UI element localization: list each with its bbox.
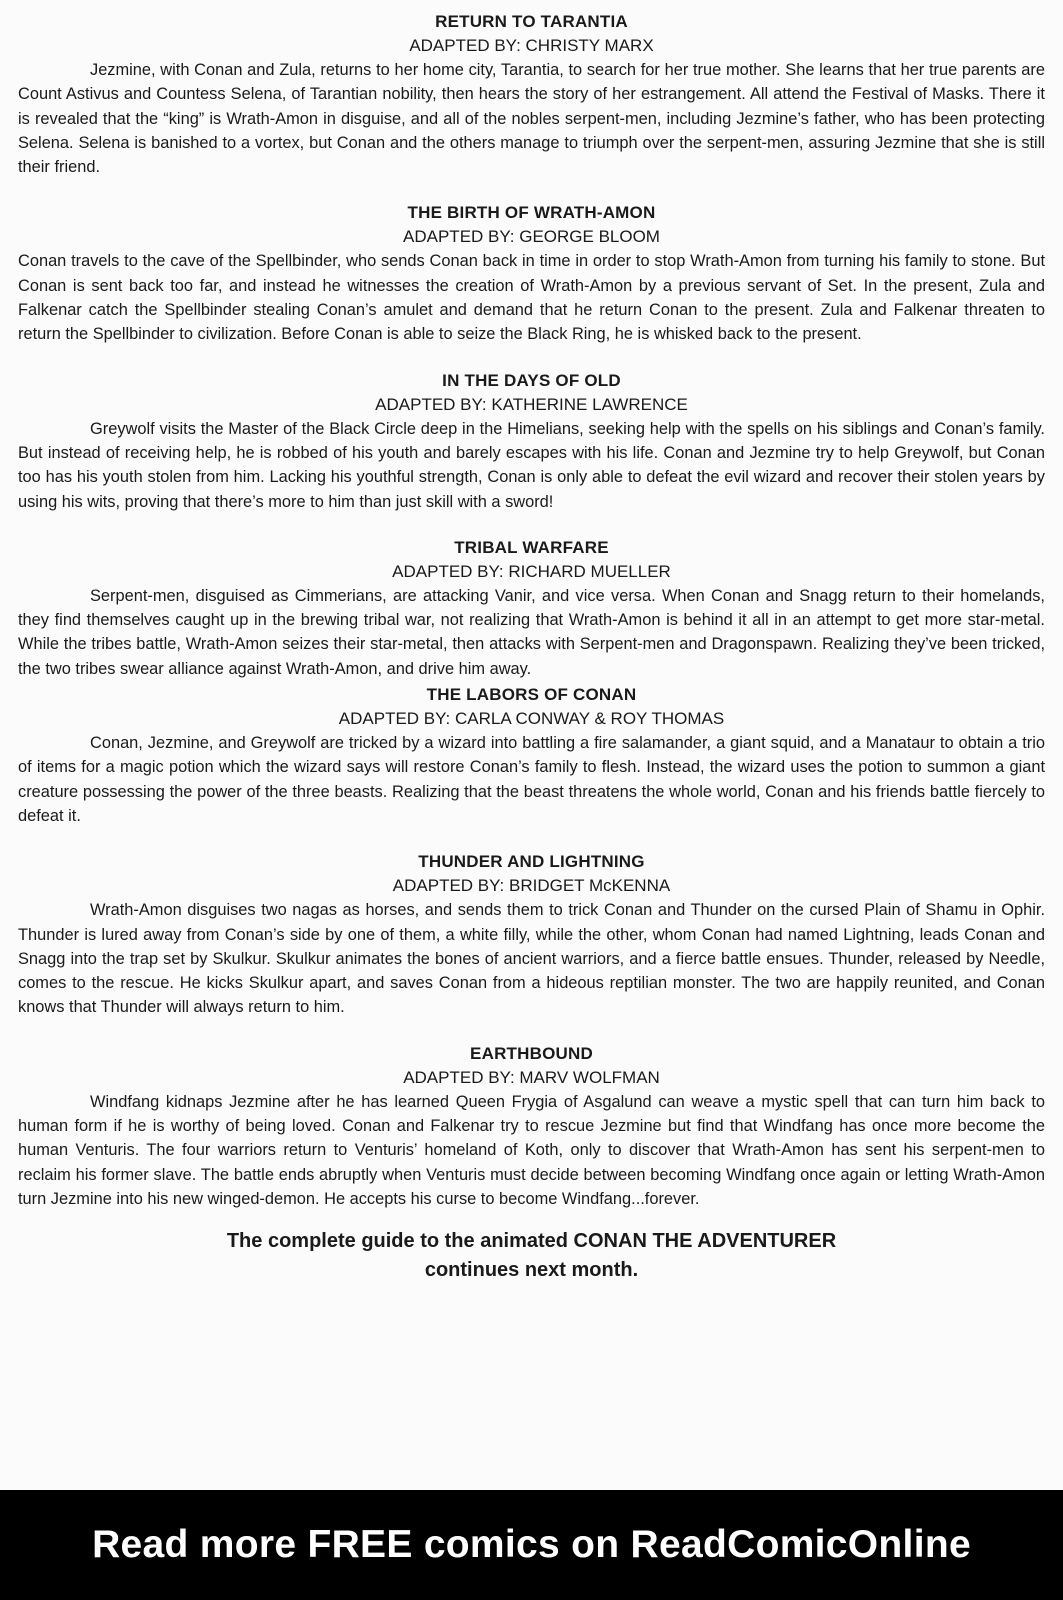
episode-summary: Conan travels to the cave of the Spellbinder, who sends Conan back in time in order to stop Wrath-Amon from turning his family to stone. But Conan is sent back too far, and instead he witnesses the creation of Wrath-Amon by a previous servant of Set. In the present, Zula and Falkenar catch the Spellbinder stealing Conan’s amulet and demand that he return Conan to the present. Zula and Falkenar threaten to return the Spellbinder to civilization. Before Conan is able to seize the Black Ring, he is whisked back to the present. bbox=[18, 252, 1045, 344]
episode-summary: Windfang kidnaps Jezmine after he has learned Queen Frygia of Asgalund can weave a mystic spell that can turn him back to human form if he is worthy of being loved. Conan and Falkenar try to rescue Jezmine but find that Windfang has once more become the human Venturis. The four warriors return to Venturis’ homeland of Koth, only to discover that Wrath-Amon has sent his serpent-men to reclaim his former slave. The battle ends abruptly when Venturis must decide between becoming Windfang once again or letting Wrath-Amon turn Jezmine into his new winged-demon. He accepts his curse to become Windfang...forever. bbox=[18, 1092, 1045, 1208]
episode-title: IN THE DAYS OF OLD bbox=[442, 370, 621, 390]
episode-title: THE BIRTH OF WRATH-AMON bbox=[407, 203, 656, 223]
episode-adapted-by: ADAPTED BY: BRIDGET McKENNA bbox=[392, 876, 671, 896]
continues-note bbox=[18, 1227, 1045, 1285]
episode-adapted-by: ADAPTED BY: RICHARD MUELLER bbox=[392, 561, 671, 581]
episode-adapted-by: ADAPTED BY: KATHERINE LAWRENCE bbox=[375, 394, 688, 414]
episode-title: THE LABORS OF CONAN bbox=[426, 685, 637, 705]
episode-section bbox=[18, 10, 1045, 179]
episode-adapted-by: ADAPTED BY: MARV WOLFMAN bbox=[403, 1067, 660, 1087]
promo-banner[interactable] bbox=[0, 1490, 1063, 1600]
continues-note-line2: continues next month. bbox=[424, 1259, 639, 1282]
episode-section bbox=[18, 201, 1045, 346]
episode-summary: Greywolf visits the Master of the Black Circle deep in the Himelians, seeking help with the spells on his siblings and Conan’s family. But instead of receiving help, he is robbed of his youth and barely escapes with his life. Conan and Jezmine try to help Greywolf, but Conan too has his youth stolen from him. Lacking his youthful strength, Conan is only able to defeat the evil wizard and recover their stolen years by using his wits, proving that there’s more to him than just skill with a sword! bbox=[18, 419, 1045, 511]
episode-section bbox=[18, 850, 1045, 1019]
episode-section bbox=[18, 536, 1045, 681]
episode-section bbox=[18, 683, 1045, 828]
episode-adapted-by: ADAPTED BY: CHRISTY MARX bbox=[409, 36, 654, 55]
episode-title: EARTHBOUND bbox=[470, 1043, 593, 1063]
episode-title: RETURN TO TARANTIA bbox=[435, 12, 628, 31]
episode-summary: Wrath-Amon disguises two nagas as horses, and sends them to trick Conan and Thunder on the cursed Plain of Shamu in Ophir. Thunder is lured away from Conan’s side by one of them, a white filly, while the other, whom Conan had named Lightning, leads Conan and Snagg into the trap set by Skulkur. Skulkur animates the bones of ancient warriors, and a fierce battle ensues. Thunder, released by Needle, comes to the rescue. He kicks Skulkur apart, and saves Conan from a hideous reptilian monster. The two are happily reunited, and Conan knows that Thunder will always return to him. bbox=[18, 901, 1045, 1017]
episode-summary: Serpent-men, disguised as Cimmerians, are attacking Vanir, and vice versa. When Conan and Snagg return to their homelands, they find themselves caught up in the brewing tribal war, not realizing that Wrath-Amon is behind it all in an attempt to get more star-metal. While the tribes battle, Wrath-Amon seizes their star-metal, then attacks with Serpent-men and Dragonspawn. Realizing they’ve been tricked, the two tribes swear alliance against Wrath-Amon, and drive him away. bbox=[18, 586, 1045, 678]
episode-summary: Conan, Jezmine, and Greywolf are tricked by a wizard into battling a fire salamander, a giant squid, and a Manataur to obtain a trio of items for a magic potion which the wizard says will restore Conan’s family to flesh. Instead, the wizard uses the potion to summon a giant creature possessing the power of the three beasts. Realizing that the beast threatens the whole world, Conan and his friends battle fiercely to defeat it. bbox=[18, 734, 1045, 825]
episode-title: THUNDER AND LIGHTNING bbox=[418, 852, 645, 872]
episode-summary: Jezmine, with Conan and Zula, returns to her home city, Tarantia, to search for her true mother. She learns that her true parents are Count Astivus and Countess Selena, of Tarantian nobility, then hears the story of her estrangement. All attend the Festival of Masks. There it is revealed that the “king” is Wrath-Amon in disguise, and all of the nobles serpent-men, including Jezmine’s father, who has been protecting Selena. Selena is banished to a vortex, but Conan and the others manage to triumph over the serpent-men, assuring Jezmine that she is still their friend. bbox=[18, 61, 1045, 177]
episode-section bbox=[18, 369, 1045, 514]
episode-adapted-by: ADAPTED BY: CARLA CONWAY & ROY THOMAS bbox=[338, 709, 725, 729]
episode-guide bbox=[18, 10, 1045, 1285]
episode-title: TRIBAL WARFARE bbox=[454, 537, 609, 557]
episode-section bbox=[18, 1042, 1045, 1211]
promo-banner-text[interactable]: Read more FREE comics on ReadComicOnline bbox=[92, 1523, 971, 1566]
continues-note-line1: The complete guide to the animated CONAN THE ADVENTURER bbox=[226, 1230, 837, 1253]
episode-adapted-by: ADAPTED BY: GEORGE BLOOM bbox=[403, 227, 660, 247]
